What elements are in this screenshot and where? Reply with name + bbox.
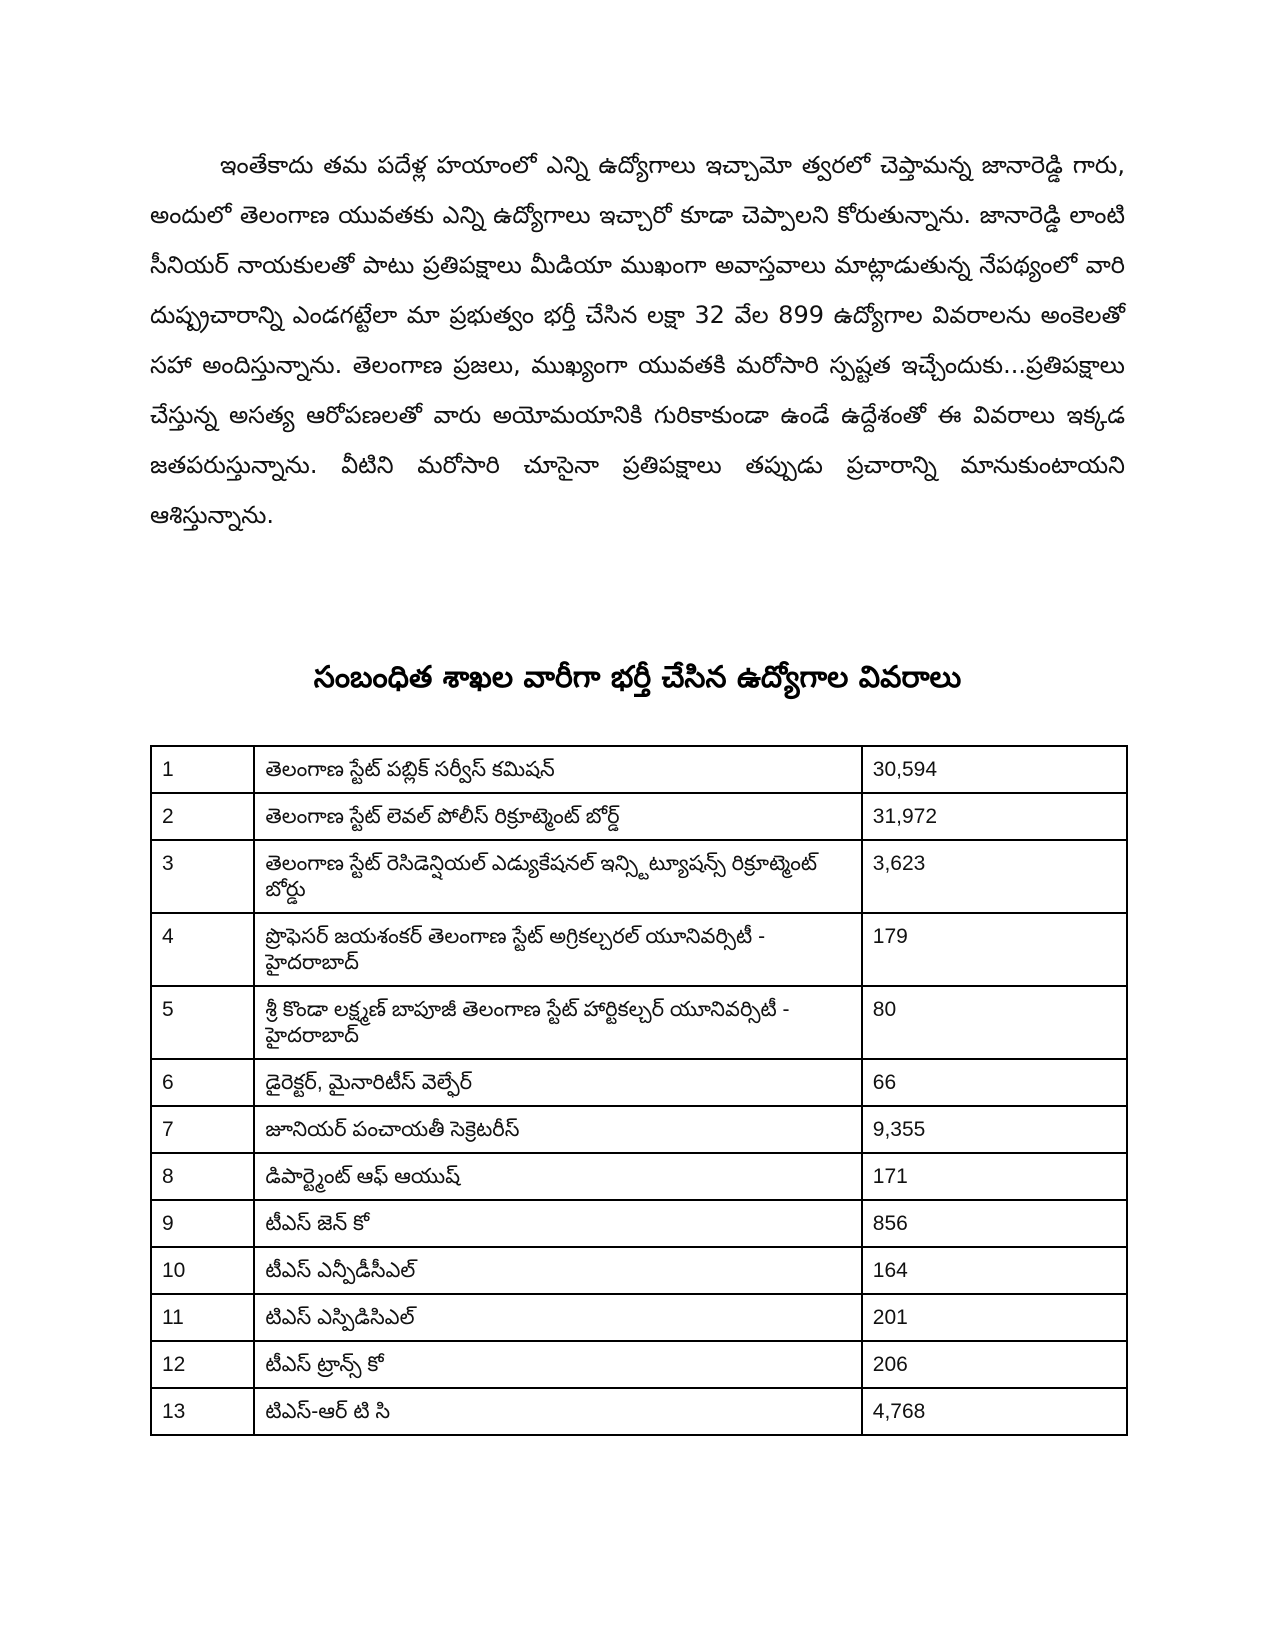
department-name: శ్రీ కొండా లక్ష్మణ్ బాపూజీ తెలంగాణ స్టేట్ హార్టికల్చర్ యూనివర్సిటీ - హైదరాబాద్ [254, 986, 861, 1059]
department-name: టీఎస్ ట్రాన్స్ కో [254, 1341, 861, 1388]
recruitment-table [150, 745, 1128, 1436]
jobs-count: 856 [862, 1200, 1127, 1247]
row-number: 2 [151, 793, 254, 840]
department-name: టీఎస్ జెన్ కో [254, 1200, 861, 1247]
table-row [151, 1106, 1127, 1153]
jobs-count: 31,972 [862, 793, 1127, 840]
jobs-count: 206 [862, 1341, 1127, 1388]
table-row [151, 1200, 1127, 1247]
table-row [151, 913, 1127, 986]
table-row [151, 1388, 1127, 1435]
row-number: 12 [151, 1341, 254, 1388]
jobs-count: 80 [862, 986, 1127, 1059]
department-name: తెలంగాణ స్టేట్ పబ్లిక్ సర్వీస్ కమిషన్ [254, 746, 861, 793]
row-number: 10 [151, 1247, 254, 1294]
department-name: తెలంగాణ స్టేట్ రెసిడెన్షియల్ ఎడ్యుకేషనల్ ఇన్స్టిట్యూషన్స్ రిక్రూట్మెంట్ బోర్డు [254, 840, 861, 913]
jobs-count: 171 [862, 1153, 1127, 1200]
row-number: 6 [151, 1059, 254, 1106]
department-name: ప్రొఫెసర్ జయశంకర్ తెలంగాణ స్టేట్ అగ్రికల్చరల్ యూనివర్సిటీ - హైదరాబాద్ [254, 913, 861, 986]
department-name: డైరెక్టర్, మైనారిటీస్ వెల్ఫేర్ [254, 1059, 861, 1106]
row-number: 13 [151, 1388, 254, 1435]
table-row [151, 1341, 1127, 1388]
table-row [151, 986, 1127, 1059]
department-name: టీఎస్ ఎన్పీడీసీఎల్ [254, 1247, 861, 1294]
department-name: తెలంగాణ స్టేట్ లెవల్ పోలీస్ రిక్రూట్మెంట్ బోర్డ్ [254, 793, 861, 840]
row-number: 7 [151, 1106, 254, 1153]
row-number: 11 [151, 1294, 254, 1341]
jobs-count: 4,768 [862, 1388, 1127, 1435]
recruitment-table-body [151, 746, 1127, 1435]
department-name: డిపార్ట్మెంట్ ఆఫ్ ఆయుష్ [254, 1153, 861, 1200]
row-number: 3 [151, 840, 254, 913]
jobs-count: 179 [862, 913, 1127, 986]
table-row [151, 793, 1127, 840]
table-row [151, 1059, 1127, 1106]
jobs-count: 66 [862, 1059, 1127, 1106]
department-name: జూనియర్ పంచాయతీ సెక్రెటరీస్ [254, 1106, 861, 1153]
row-number: 9 [151, 1200, 254, 1247]
jobs-count: 3,623 [862, 840, 1127, 913]
row-number: 8 [151, 1153, 254, 1200]
jobs-count: 30,594 [862, 746, 1127, 793]
row-number: 1 [151, 746, 254, 793]
table-row [151, 840, 1127, 913]
jobs-count: 164 [862, 1247, 1127, 1294]
department-name: టిఎస్-ఆర్ టి సి [254, 1388, 861, 1435]
department-name: టిఎస్ ఎస్పిడిసిఎల్ [254, 1294, 861, 1341]
table-row [151, 1247, 1127, 1294]
table-row [151, 1294, 1127, 1341]
jobs-count: 201 [862, 1294, 1127, 1341]
row-number: 4 [151, 913, 254, 986]
table-row [151, 1153, 1127, 1200]
jobs-count: 9,355 [862, 1106, 1127, 1153]
row-number: 5 [151, 986, 254, 1059]
table-row [151, 746, 1127, 793]
section-heading: సంబంధిత శాఖల వారీగా భర్తీ చేసిన ఉద్యోగాల వివరాలు [313, 660, 962, 695]
body-paragraph: ఇంతేకాదు తమ పదేళ్ల హయాంలో ఎన్ని ఉద్యోగాలు ఇచ్చామో త్వరలో చెప్తామన్న జానారెడ్డి గారు, అందులో తెలంగాణ యువతకు ఎన్ని ఉద్యోగాలు ఇచ్చారో కూడా చెప్పాలని కోరుతున్నాను. జానారెడ్డి లాంటి సీనియర్ నాయకులతో పాటు ప్రతిపక్షాలు మీడియా ముఖంగా అవాస్తవాలు మాట్లాడుతున్న నేపథ్యంలో వారి దుష్ప్రచారాన్ని ఎండగట్టేలా మా ప్రభుత్వం భర్తీ చేసిన లక్షా 32 వేల 899 ఉద్యోగాల వివరాలను అంకెలతో సహా అందిస్తున్నాను. తెలంగాణ ప్రజలు, ముఖ్యంగా యువతకి మరోసారి స్పష్టత ఇచ్చేందుకు...ప్రతిపక్షాలు చేస్తున్న అసత్య ఆరోపణలతో వారు అయోమయానికి గురికాకుండా ఉండే ఉద్దేశంతో ఈ వివరాలు ఇక్కడ జతపరుస్తున్నాను. వీటిని మరోసారి చూసైనా ప్రతిపక్షాలు తప్పుడు ప్రచారాన్ని మానుకుంటాయని ఆశిస్తున్నాను. [150, 151, 1125, 529]
